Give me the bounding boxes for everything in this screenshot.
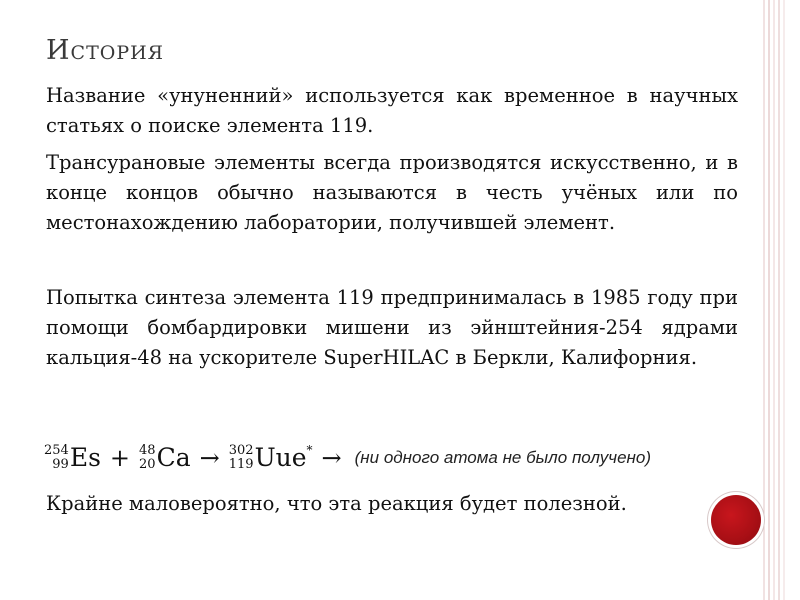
nuclear-reaction-formula — [44, 432, 764, 484]
element-symbol: Ca — [156, 443, 191, 472]
excited-state-mark: * — [306, 443, 313, 457]
reaction-arrow-icon: → — [321, 444, 342, 472]
element-symbol: Es — [69, 443, 101, 472]
paragraph-transuranic: Трансурановые элементы всегда производятся искусственно, и в конце концов обычно называются в честь учёных или по местонахождению лаборатории, получившей элемент. — [46, 151, 738, 234]
nuclide-ununennium — [229, 444, 313, 472]
paragraph-name-usage: Название «унуненний» используется как временное в научных статьях о поиске элемента 119. — [46, 84, 738, 137]
red-circle-icon — [711, 495, 761, 545]
reaction-arrow-icon: → — [199, 444, 220, 472]
paragraph-synthesis-attempt: Попытка синтеза элемента 119 предпринималась в 1985 году при помощи бомбардировки мишени из эйнштейния-254 ядрами кальция-48 на ускорителе SuperHILAC в Беркли, Калифорния. — [46, 286, 738, 369]
mass-number: 254 — [44, 443, 69, 458]
edge-border-decoration — [760, 0, 800, 600]
slide-title: История — [46, 35, 165, 66]
nuclide-calcium — [139, 444, 191, 472]
element-symbol: Uue — [254, 443, 307, 472]
atomic-number: 99 — [52, 457, 69, 472]
atomic-number: 119 — [228, 457, 254, 472]
paragraph-conclusion: Крайне маловероятно, что эта реакция будет полезной. — [46, 492, 627, 515]
mass-number: 48 — [139, 443, 156, 458]
atomic-number: 20 — [139, 457, 156, 472]
reaction-result-note: (ни одного атома не было получено) — [354, 448, 652, 467]
nuclide-einsteinium — [44, 444, 101, 472]
plus-sign: + — [109, 444, 131, 472]
mass-number: 302 — [228, 443, 254, 458]
